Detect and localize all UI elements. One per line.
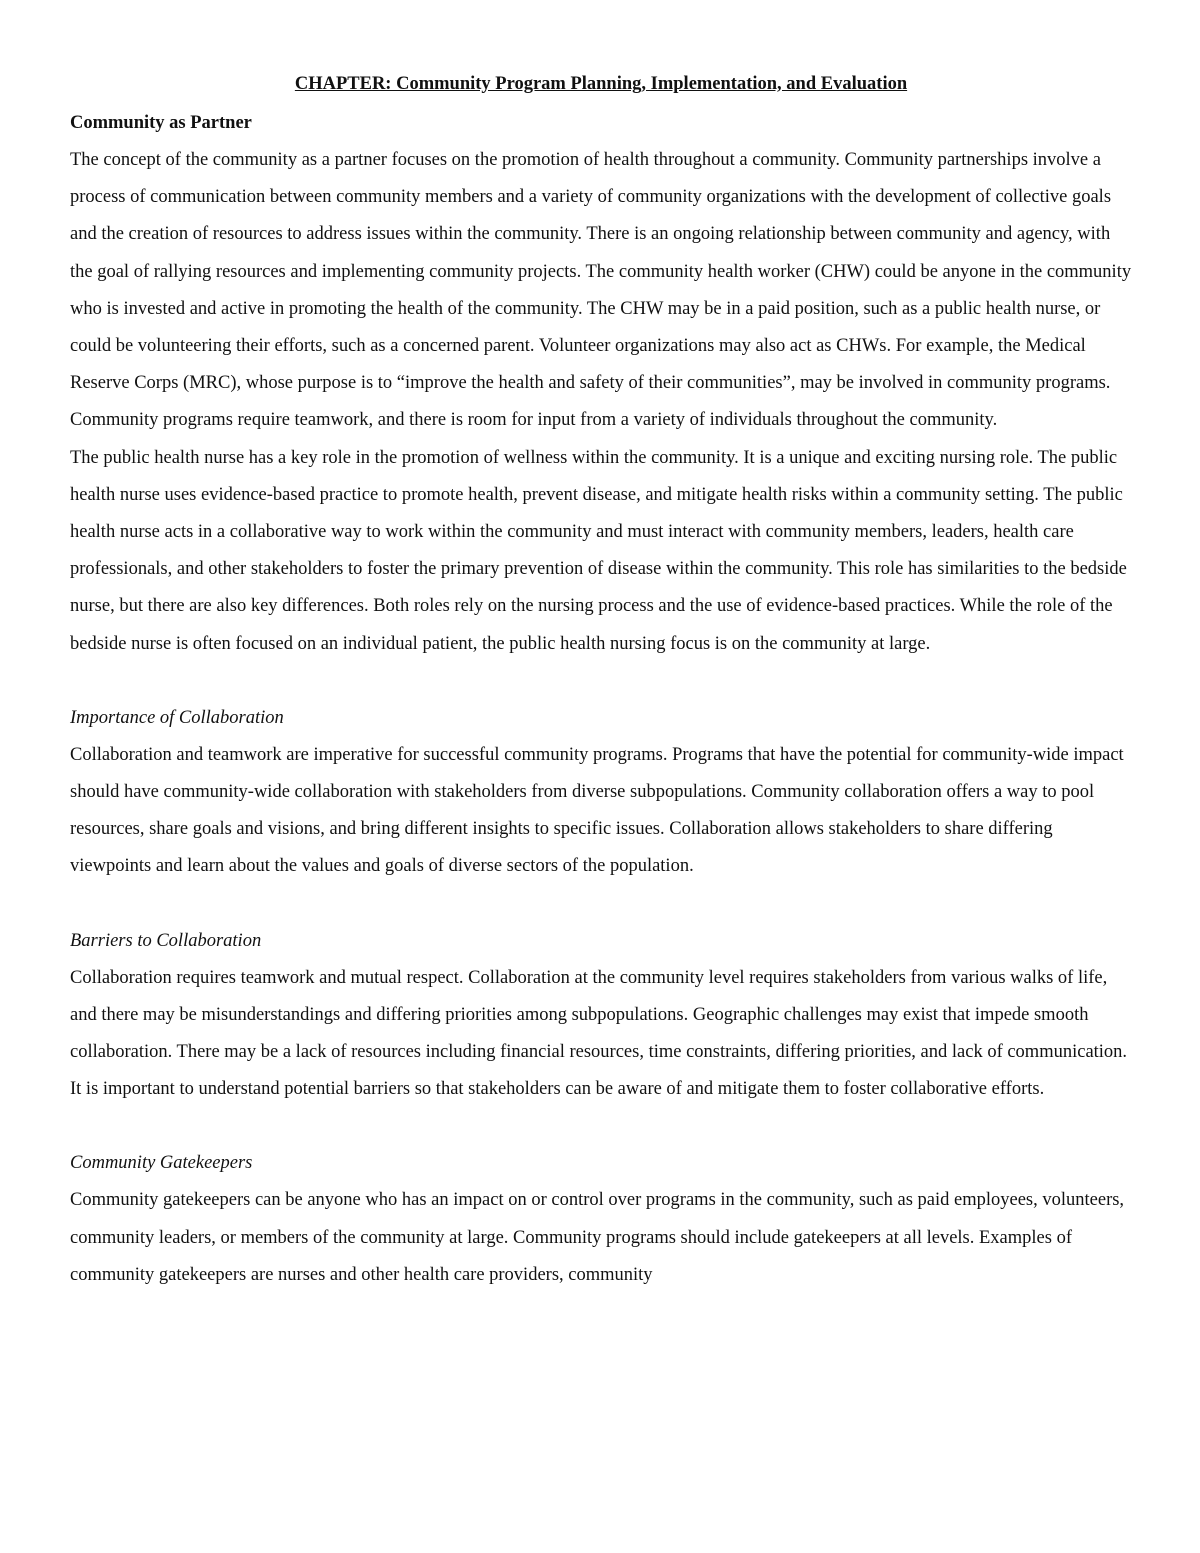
subheading-community-gatekeepers: Community Gatekeepers [70,1153,253,1174]
section-spacer [70,663,1132,700]
paragraph-barriers-to-collaboration: Collaboration requires teamwork and mutual respect. Collaboration at the community level requires stakeholders from various walks of life, and there may be misunderstandings and differing priorities among subpopulations. Geographic challenges may exist that impede smooth collaboration. There may be a lack of resources including financial resources, time constraints, differing priorities, and lack of communication. It is important to understand potential barriers so that stakeholders can be aware of and mitigate them to foster collaborative efforts. [70,967,1128,1100]
chapter-title: CHAPTER: Community Program Planning, Implementation, and Evaluation [294,74,908,94]
section-spacer [70,886,1132,923]
paragraph-community-gatekeepers: Community gatekeepers can be anyone who has an impact on or control over programs in the community, such as paid employees, volunteers, community leaders, or members of the community at large. Community programs should include gatekeepers at all levels. Examples of community gatekeepers are nurses and other health care providers, community [70,1190,1125,1285]
paragraph-importance-of-collaboration: Collaboration and teamwork are imperative for successful community programs. Programs that have the potential for community-wide impact should have community-wide collaboration with stakeholders from diverse subpopulations. Community collaboration offers a way to pool resources, share goals and visions, and bring different insights to specific issues. Collaboration allows stakeholders to share differing viewpoints and learn about the values and goals of diverse sectors of the population. [70,744,1124,877]
subheading-importance-of-collaboration: Importance of Collaboration [70,707,284,728]
paragraph-community-as-partner-1: The concept of the community as a partner focuses on the promotion of health throughout a community. Community partnerships involve a process of communication between community members and a variety of community organizations with the development of collective goals and the creation of resources to address issues within the community. There is an ongoing relationship between community and agency, with the goal of rallying resources and implementing community projects. The community health worker (CHW) could be anyone in the community who is invested and active in promoting the health of the community. The CHW may be in a paid position, such as a public health nurse, or could be volunteering their efforts, such as a concerned parent. Volunteer organizations may also act as CHWs. For example, the Medical Reserve Corps (MRC), whose purpose is to “improve the health and safety of their communities”, may be involved in community programs. Community programs require teamwork, and there is room for input from a variety of individuals throughout the community. [70,150,1132,431]
paragraph-community-as-partner-2: The public health nurse has a key role in the promotion of wellness within the community. It is a unique and exciting nursing role. The public health nurse uses evidence-based practice to promote health, prevent disease, and mitigate health risks within a community setting. The public health nurse acts in a collaborative way to work within the community and must interact with community members, leaders, health care professionals, and other stakeholders to foster the primary prevention of disease within the community. This role has similarities to the bedside nurse, but there are also key differences. Both roles rely on the nursing process and the use of evidence-based practices. While the role of the bedside nurse is often focused on an individual patient, the public health nursing focus is on the community at large. [70,447,1127,654]
document-page [70,68,1132,1294]
subheading-barriers-to-collaboration: Barriers to Collaboration [70,930,262,951]
section-spacer [70,1108,1132,1145]
section-heading-community-as-partner: Community as Partner [70,113,252,133]
